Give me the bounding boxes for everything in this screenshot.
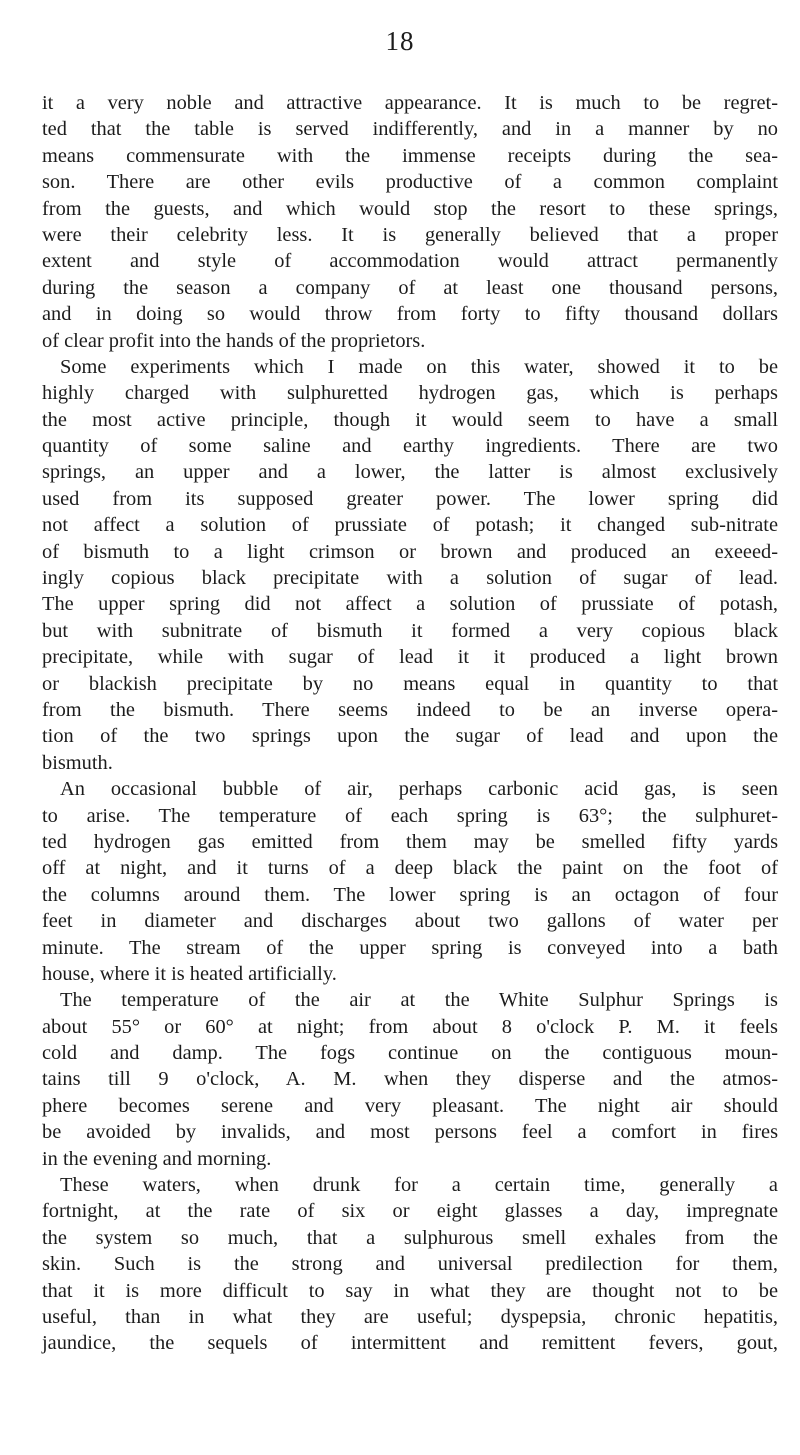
paragraph: [42, 1172, 778, 1357]
text-line: ted hydrogen gas emitted from them may be smelled fifty yards: [42, 830, 778, 853]
text-line: quantity of some saline and earthy ingredients. There are two: [42, 435, 778, 458]
text-line: The upper spring did not affect a solution of prussiate of potash,: [42, 593, 778, 616]
text-line: be avoided by invalids, and most persons feel a comfort in fires: [42, 1121, 778, 1144]
text-line: son. There are other evils productive of a common complaint: [42, 171, 778, 194]
text-line: were their celebrity less. It is generally believed that a proper: [42, 223, 778, 246]
paragraph: [42, 776, 778, 987]
text-line: fortnight, at the rate of six or eight glasses a day, impregnate: [42, 1200, 778, 1223]
text-line: These waters, when drunk for a certain time, generally a: [60, 1174, 778, 1197]
text-line: The temperature of the air at the White Sulphur Springs is: [60, 989, 778, 1012]
text-line: ted that the table is served indifferently, and in a manner by no: [42, 118, 778, 141]
text-line: used from its supposed greater power. The lower spring did: [42, 487, 778, 510]
text-line: from the bismuth. There seems indeed to be an inverse opera-: [42, 698, 778, 721]
text-line: house, where it is heated artificially.: [42, 962, 337, 985]
text-line: from the guests, and which would stop the resort to these springs,: [42, 197, 778, 220]
text-line: and in doing so would throw from forty to fifty thousand dollars: [42, 303, 778, 326]
text-line: feet in diameter and discharges about two gallons of water per: [42, 910, 778, 933]
text-line: it a very noble and attractive appearance. It is much to be regret-: [42, 92, 778, 114]
text-line: that it is more difficult to say in what they are thought not to be: [42, 1279, 778, 1302]
text-line: in the evening and morning.: [42, 1147, 272, 1170]
body-text: [42, 90, 778, 1357]
text-line: or blackish precipitate by no means equal in quantity to that: [42, 672, 778, 695]
text-line: skin. Such is the strong and universal predilection for them,: [42, 1253, 778, 1276]
text-line: off at night, and it turns of a deep black the paint on the foot of: [42, 857, 778, 880]
text-line: bismuth.: [42, 751, 113, 774]
text-line: ingly copious black precipitate with a solution of sugar of lead.: [42, 567, 778, 590]
text-line: during the season a company of at least one thousand persons,: [42, 276, 778, 299]
text-line: precipitate, while with sugar of lead it it produced a light brown: [42, 646, 778, 669]
paragraph: [42, 90, 778, 354]
paragraph: [42, 987, 778, 1172]
text-line: about 55° or 60° at night; from about 8 o'clock P. M. it feels: [42, 1015, 778, 1038]
paragraph: [42, 354, 778, 776]
text-line: the system so much, that a sulphurous smell exhales from the: [42, 1226, 778, 1249]
text-line: not affect a solution of prussiate of potash; it changed sub-nitrate: [42, 514, 778, 537]
text-line: minute. The stream of the upper spring is conveyed into a bath: [42, 936, 778, 959]
text-line: means commensurate with the immense receipts during the sea-: [42, 144, 778, 167]
text-line: but with subnitrate of bismuth it formed a very copious black: [42, 619, 778, 642]
page-number: 18: [385, 26, 415, 56]
text-line: cold and damp. The fogs continue on the contiguous moun-: [42, 1042, 778, 1065]
text-line: the columns around them. The lower spring is an octagon of four: [42, 883, 778, 906]
text-line: to arise. The temperature of each spring is 63°; the sulphuret-: [42, 804, 778, 827]
text-line: Some experiments which I made on this water, showed it to be: [60, 355, 778, 378]
text-line: springs, an upper and a lower, the latter is almost exclusively: [42, 461, 778, 484]
text-line: highly charged with sulphuretted hydrogen gas, which is perhaps: [42, 382, 778, 405]
text-line: jaundice, the sequels of intermittent and remittent fevers, gout,: [42, 1332, 778, 1355]
text-line: useful, than in what they are useful; dyspepsia, chronic hepatitis,: [42, 1305, 778, 1328]
text-line: tion of the two springs upon the sugar of lead and upon the: [42, 725, 778, 748]
text-line: tains till 9 o'clock, A. M. when they disperse and the atmos-: [42, 1068, 778, 1091]
text-line: of clear profit into the hands of the proprietors.: [42, 329, 426, 352]
text-line: phere becomes serene and very pleasant. The night air should: [42, 1094, 778, 1117]
text-line: An occasional bubble of air, perhaps carbonic acid gas, is seen: [60, 778, 778, 801]
text-line: extent and style of accommodation would attract permanently: [42, 250, 778, 273]
text-line: the most active principle, though it would seem to have a small: [42, 408, 778, 431]
text-line: of bismuth to a light crimson or brown and produced an exeeed-: [42, 540, 778, 563]
